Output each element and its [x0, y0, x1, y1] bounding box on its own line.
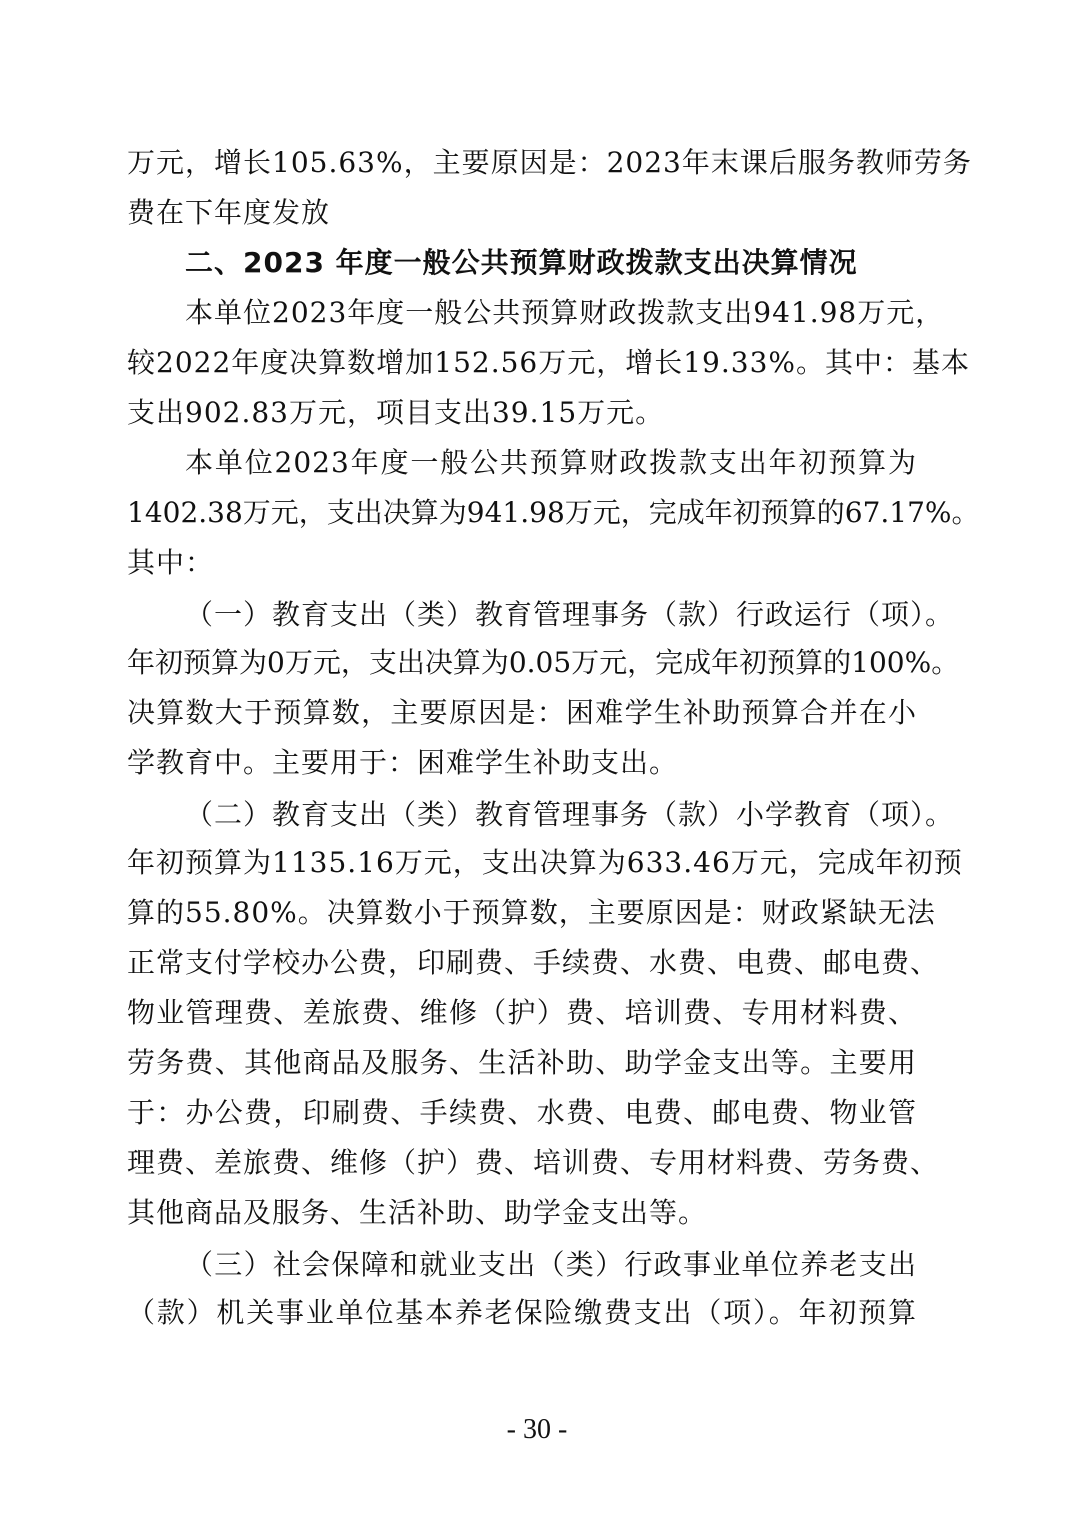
body-text-line: 其中： [127, 546, 215, 579]
body-text-line: （一）教育支出（类）教育管理事务（款）行政运行（项）。 [185, 598, 955, 631]
body-text-line: （二）教育支出（类）教育管理事务（款）小学教育（项）。 [185, 798, 955, 831]
body-text-line: （三）社会保障和就业支出（类）行政事业单位养老支出 [185, 1248, 917, 1281]
body-text-line: 年初预算为0万元，支出决算为0.05万元，完成年初预算的100%。 [127, 646, 960, 679]
body-text-line: 正常支付学校办公费，印刷费、手续费、水费、电费、邮电费、 [127, 946, 940, 979]
body-text-line: 学教育中。主要用于：困难学生补助支出。 [127, 746, 679, 779]
body-text-line: 本单位2023年度一般公共预算财政拨款支出年初预算为 [185, 446, 917, 479]
body-text-line: 支出902.83万元，项目支出39.15万元。 [127, 396, 665, 429]
body-text-line: 费在下年度发放 [127, 196, 331, 229]
body-text-line: 劳务费、其他商品及服务、生活补助、助学金支出等。主要用 [127, 1046, 917, 1079]
body-text-line: 万元，增长105.63%，主要原因是：2023年末课后服务教师劳务 [127, 146, 972, 179]
body-text-line: 其他商品及服务、生活补助、助学金支出等。 [127, 1196, 708, 1229]
body-text-line: 算的55.80%。决算数小于预算数，主要原因是：财政紧缺无法 [127, 896, 936, 929]
body-text-line: 1402.38万元，支出决算为941.98万元，完成年初预算的67.17%。 [127, 496, 980, 529]
body-text-line: 于：办公费，印刷费、手续费、水费、电费、邮电费、物业管 [127, 1096, 917, 1129]
page-number: - 30 - [506, 1414, 568, 1445]
body-text-line: 决算数大于预算数，主要原因是：困难学生补助预算合并在小 [127, 696, 917, 729]
body-text-line: 本单位2023年度一般公共预算财政拨款支出941.98万元， [185, 296, 945, 329]
body-text-line: 较2022年度决算数增加152.56万元，增长19.33%。其中：基本 [127, 346, 970, 379]
section-heading: 二、2023 年度一般公共预算财政拨款支出决算情况 [185, 246, 858, 279]
body-text-line: （款）机关事业单位基本养老保险缴费支出（项）。年初预算 [127, 1296, 917, 1329]
body-text-line: 年初预算为1135.16万元，支出决算为633.46万元，完成年初预 [127, 846, 963, 879]
body-text-line: 物业管理费、差旅费、维修（护）费、培训费、专用材料费、 [127, 996, 917, 1029]
body-text-line: 理费、差旅费、维修（护）费、培训费、专用材料费、劳务费、 [127, 1146, 940, 1179]
